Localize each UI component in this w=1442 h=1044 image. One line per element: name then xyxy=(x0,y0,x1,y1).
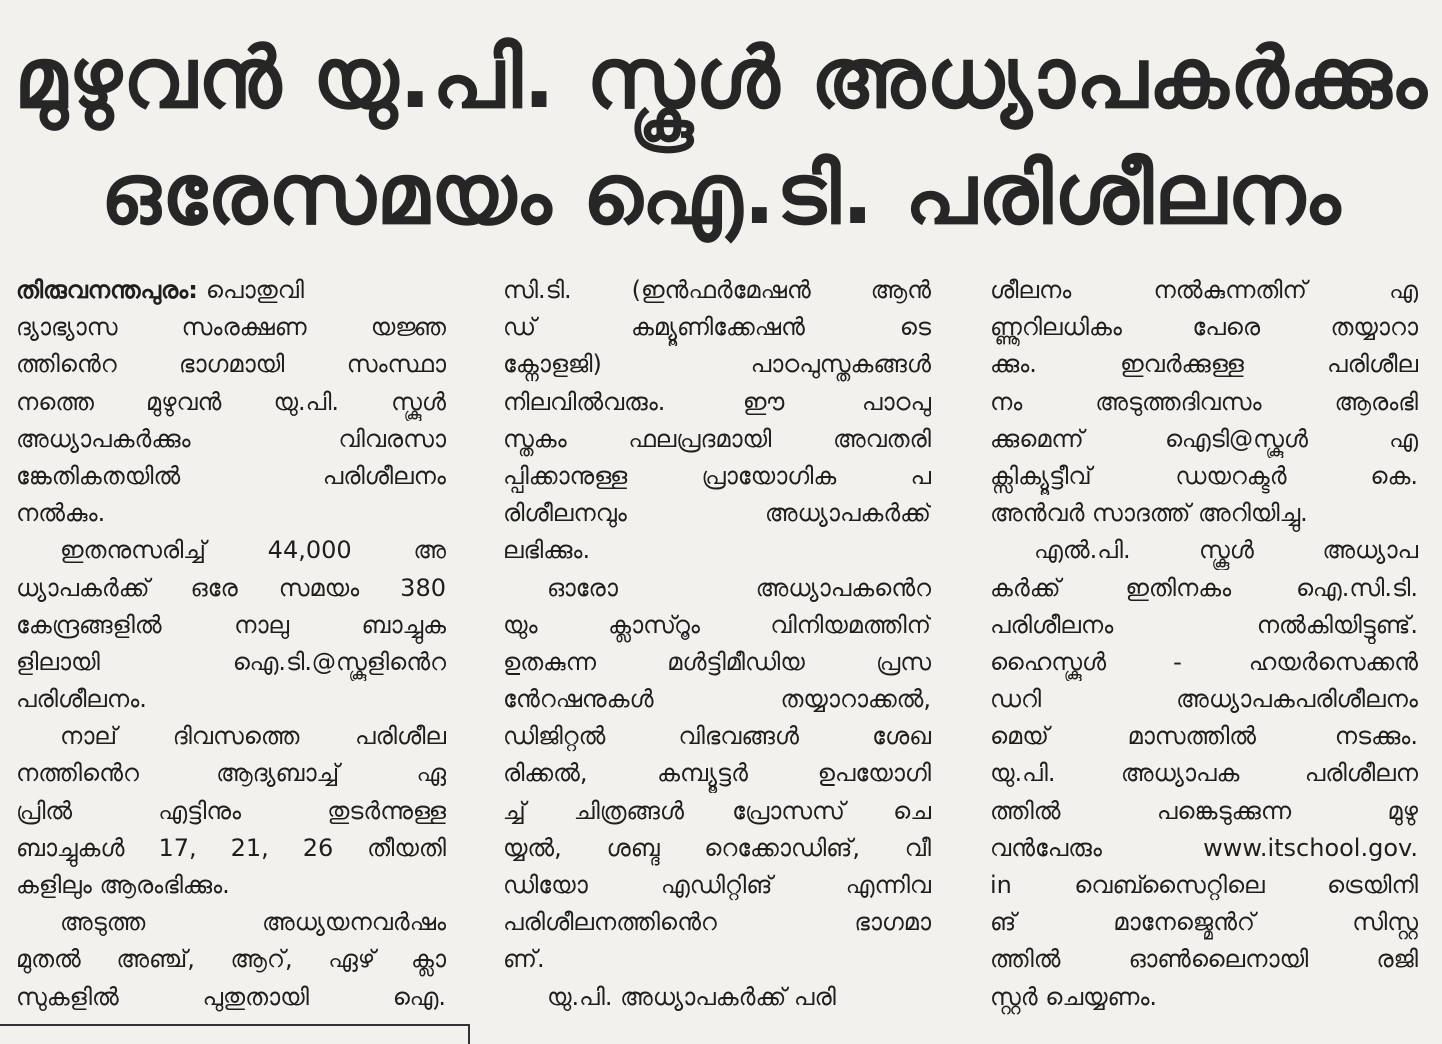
article-line: ധ്യാപകർക്ക് ഒരേ സമയം 380 xyxy=(16,573,446,602)
article-line: ഡിയോ എഡിറ്റിങ് എന്നിവ xyxy=(503,871,931,899)
article-line: ച്ച് ചിത്രങ്ങൾ പ്രോസസ് ചെ xyxy=(503,796,931,825)
article-line: മുതൽ അഞ്ച്, ആറ്, ഏഴ് ക്ലാ xyxy=(16,945,446,974)
article-line: ത്തിൽ പങ്കെടുക്കുന്ന മുഴു xyxy=(990,796,1418,825)
article-line: കളിലും ആരംഭിക്കും. xyxy=(16,871,230,899)
article-column-3 xyxy=(990,272,1418,1016)
article-line: യ്യൽ, ശബ്ദ റെക്കോഡിങ്, വീ xyxy=(503,833,931,862)
article-line: പ്രിൽ എട്ടിനും തുടർന്നുള്ള xyxy=(16,796,446,825)
article-line: ക്കുമെന്ന് ഐടി@സ്കൂൾ എ xyxy=(990,424,1418,453)
article-line: ഇതനുസരിച്ച് 44,000 അ xyxy=(60,536,446,565)
article-line: ഡിജിറ്റൽ വിഭവങ്ങൾ ശേഖ xyxy=(503,722,931,751)
article-line: പ്പിക്കാനുള്ള പ്രായോഗിക പ xyxy=(503,461,931,490)
article-line: ഓരോ അധ്യാപകൻെറ xyxy=(547,573,931,602)
article-line: ക്നോളജി) പാഠപുസ്തകങ്ങൾ xyxy=(503,350,931,379)
article-line: അധ്യാപകർക്കും വിവരസാ xyxy=(16,424,446,453)
article-line: ഡറി അധ്യാപകപരിശീലനം xyxy=(990,685,1418,714)
article-line: ഹൈസ്കൂൾ - ഹയർസെക്കൻ xyxy=(990,647,1418,676)
headline-line-2: ഒരേസമയം ഐ.ടി. പരിശീലനം xyxy=(100,145,1342,243)
article-line: ളിലായി ഐ.ടി.@സ്കൂളിൻെറ xyxy=(16,647,446,676)
article-line: എൽ.പി. സ്കൂൾ അധ്യാപ xyxy=(1034,536,1418,565)
article-line: നിലവിൽവരും. ഈ പാഠപു xyxy=(503,387,931,416)
article-column-2 xyxy=(503,272,931,1016)
article-line: ബാച്ചുകൾ 17, 21, 26 തീയതി xyxy=(16,833,446,862)
bottom-rule xyxy=(0,1024,468,1026)
article-line: പരിശീലനത്തിൻെറ ഭാഗമാ xyxy=(503,908,931,937)
article-line: നത്തെ മുഴുവൻ യു.പി. സ്കൂൾ xyxy=(16,387,446,416)
article-line: സ്തകം ഫലപ്രദമായി അവതരി xyxy=(503,424,931,453)
article-line: നത്തിൻെറ ആദ്യബാച്ച് ഏ xyxy=(16,759,446,788)
article-line: ശീലനം നൽകുന്നതിന് എ xyxy=(990,276,1418,304)
article-line: ഉതകുന്ന മൾട്ടിമീഡിയ പ്രസ xyxy=(503,647,931,676)
article-line: രിശീലനവും അധ്യാപകർക്ക് xyxy=(503,499,931,528)
article-line: കേന്ദ്രങ്ങളിൽ നാലു ബാച്ചുക xyxy=(16,610,446,639)
article-line: ലഭിക്കും. xyxy=(503,536,591,565)
headline-line-1: മുഴുവൻ യു.പി. സ്കൂൾ അധ്യാപകർക്കും xyxy=(14,29,1428,127)
article-line: അൻവർ സാദത്ത് അറിയിച്ചു. xyxy=(990,499,1308,528)
article-line: യും ക്ലാസ്റൂം വിനിയമത്തിന് xyxy=(503,610,931,639)
article-line: സി.ടി. (ഇൻഫർമേഷൻ ആൻ xyxy=(503,276,931,304)
article-line: ക്കും. ഇവർക്കുള്ള പരിശീല xyxy=(990,350,1418,379)
article-line: ൻേറഷനുകൾ തയ്യാറാക്കൽ, xyxy=(503,685,931,714)
article-line: വൻപേരും www.itschool.gov. xyxy=(990,833,1418,862)
corner-rule xyxy=(468,1024,470,1044)
article-line: നാല് ദിവസത്തെ പരിശീല xyxy=(60,722,446,751)
article-line: ണ്ണൂറിലധികം പേരെ തയ്യാറാ xyxy=(990,313,1418,342)
article-line: മെയ് മാസത്തിൽ നടക്കും. xyxy=(990,722,1418,751)
article-line: ഡ് കമ്യൂണിക്കേഷൻ ടെ xyxy=(503,313,931,342)
article-line: ങ്കേതികതയിൽ പരിശീലനം xyxy=(16,461,446,490)
article-line: സുകളിൽ പുതുതായി ഐ. xyxy=(16,982,446,1011)
dateline: തിരുവനന്തപുരം: xyxy=(16,276,198,304)
article-line: ത്തിൻെറ ഭാഗമായി സംസ്ഥാ xyxy=(16,350,446,379)
article-line: പരിശീലനം നൽകിയിട്ടുണ്ട്. xyxy=(990,610,1418,639)
article-line: നൽകും. xyxy=(16,499,106,528)
article-line: ണ്. xyxy=(503,945,545,974)
article-line: സ്റ്റർ ചെയ്യണം. xyxy=(990,982,1158,1011)
article-line: ങ് മാനേജ്മെൻറ് സിസ്റ്റ xyxy=(990,908,1418,937)
article-line: നം അടുത്തദിവസം ആരംഭി xyxy=(990,387,1418,416)
article-line: ക്സിക്യൂട്ടീവ് ഡയറക്ടർ കെ. xyxy=(990,461,1418,490)
article-line: രിക്കൽ, കമ്പ്യൂട്ടർ ഉപയോഗി xyxy=(503,759,931,788)
article-line: പരിശീലനം. xyxy=(16,685,147,714)
article-line: ത്തിൽ ഓൺലൈനായി രജി xyxy=(990,945,1418,974)
article-line: കർക്ക് ഇതിനകം ഐ.സി.ടി. xyxy=(990,573,1418,602)
article-line: തിരുവനന്തപുരം: പൊതുവി xyxy=(16,276,304,304)
article-line: in വെബ്സൈറ്റിലെ ട്രെയിനി xyxy=(990,871,1418,899)
article-line: യു.പി. അധ്യാപകർക്ക് പരി xyxy=(547,982,836,1011)
article-line: യു.പി. അധ്യാപക പരിശീലന xyxy=(990,759,1418,788)
article-line: ദ്യാഭ്യാസ സംരക്ഷണ യജ്ഞ xyxy=(16,313,446,342)
article-line: അടുത്ത അധ്യയനവർഷം xyxy=(60,908,446,937)
article-column-1 xyxy=(16,272,446,1016)
